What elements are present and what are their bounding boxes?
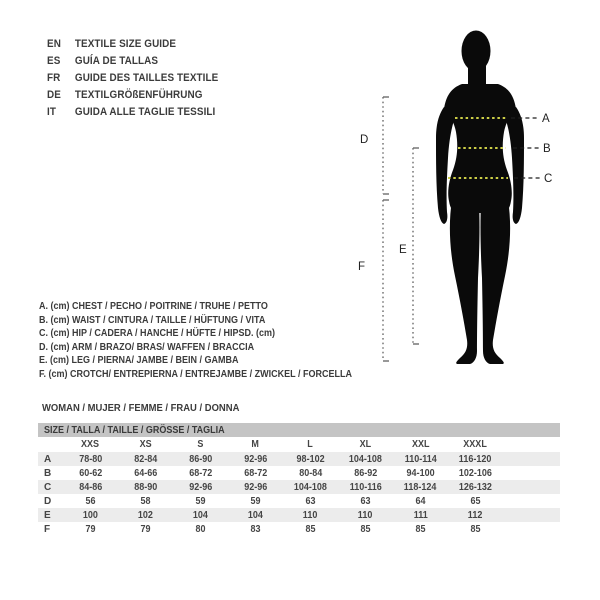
table-cell: 86-90 (173, 452, 228, 466)
table-cell: 68-72 (243, 467, 268, 479)
woman-silhouette (436, 31, 524, 365)
column-header-xl: XL (338, 437, 393, 452)
filler-cell (503, 522, 560, 536)
legend-item-hip: C. (cm) HIP / CADERA / HANCHE / HÜFTE / HIPSD. (cm) (39, 328, 276, 339)
table-cell: 80-84 (298, 467, 323, 479)
table-cell: 104 (173, 508, 228, 522)
column-header-xxl: XXL (393, 437, 448, 452)
table-row-hip (38, 480, 560, 494)
guide-title: GUIDE DES TAILLES TEXTILE (74, 72, 219, 84)
column-header-l: L (283, 437, 338, 452)
table-cell: 84-86 (63, 480, 118, 494)
table-cell: 88-90 (118, 480, 173, 494)
legend-item-leg: E. (cm) LEG / PIERNA/ JAMBE / BEIN / GAMBA (39, 355, 239, 366)
title-row-de (47, 87, 237, 104)
row-label: F (44, 523, 51, 535)
filler-cell (503, 466, 560, 480)
length-brackets (383, 97, 419, 361)
table-cell: 104-108 (338, 452, 393, 466)
table-cell: 68-72 (188, 467, 213, 479)
table-cell: 79 (85, 523, 96, 535)
table-row-leg (38, 508, 560, 522)
size-header-text: SIZE / TALLA / TAILLE / GRÖSSE / TAGLIA (44, 424, 225, 436)
table-cell: 110 (283, 508, 338, 522)
table-cell: 92-96 (228, 452, 283, 466)
column-header-xs: XS (118, 437, 173, 452)
language-code: ES (47, 55, 61, 67)
legend-item-crotch: F. (cm) CROTCH/ ENTREPIERNA / ENTREJAMBE / ZWICKEL / FORCELLA (39, 368, 353, 380)
legend-item-chest: A. (cm) CHEST / PECHO / POITRINE / TRUHE / PETTO (39, 301, 268, 312)
table-cell: 85 (360, 523, 371, 535)
gender-heading: WOMAN / MUJER / FEMME / FRAU / DONNA (42, 402, 240, 414)
table-cell: 102-106 (458, 467, 493, 479)
table-cell: 126-132 (448, 480, 503, 494)
filler-cell (503, 508, 560, 522)
measurement-legend (39, 300, 387, 381)
row-label: C (38, 480, 63, 494)
guide-title: TEXTILGRÖßENFÜHRUNG (74, 89, 203, 101)
row-label: D (44, 495, 52, 507)
table-cell: 78-80 (63, 452, 118, 466)
table-cell: 63 (305, 495, 316, 507)
table-cell: 59 (195, 495, 206, 507)
table-cell: 80 (195, 523, 206, 535)
row-label: E (38, 508, 63, 522)
table-cell: 85 (415, 523, 426, 535)
table-cell: 94-100 (406, 467, 435, 479)
filler-cell (503, 494, 560, 508)
marker-label-b: B (543, 143, 551, 155)
size-header-bar (38, 423, 560, 437)
table-cell: 85 (305, 523, 316, 535)
table-cell: 116-120 (448, 452, 503, 466)
title-row-fr (47, 70, 237, 87)
table-cell: 64 (415, 495, 426, 507)
table-cell: 112 (448, 508, 503, 522)
table-cell: 60-62 (78, 467, 103, 479)
table-cell: 63 (360, 495, 371, 507)
row-label: B (44, 467, 52, 479)
table-cell: 104 (228, 508, 283, 522)
table-cell: 92-96 (173, 480, 228, 494)
table-cell: 100 (63, 508, 118, 522)
marker-label-c: C (544, 173, 553, 185)
table-cell: 85 (470, 523, 481, 535)
language-code: DE (47, 89, 61, 101)
legend-item-waist: B. (cm) WAIST / CINTURA / TAILLE / HÜFTUNG / VITA (39, 314, 266, 326)
size-table (38, 423, 560, 536)
language-code: EN (47, 38, 61, 50)
table-cell: 110-116 (338, 480, 393, 494)
column-header-m: M (228, 437, 283, 452)
row-label: A (38, 452, 63, 466)
table-cell: 104-108 (283, 480, 338, 494)
table-cell: 110 (338, 508, 393, 522)
language-code: IT (47, 106, 56, 118)
column-header-row (38, 437, 560, 452)
table-cell: 86-92 (353, 467, 378, 479)
column-header-xxxl: XXXL (448, 437, 503, 452)
filler-cell (503, 452, 560, 466)
table-cell: 118-124 (393, 480, 448, 494)
table-row-crotch (38, 522, 560, 536)
table-cell: 98-102 (283, 452, 338, 466)
table-cell: 65 (470, 495, 481, 507)
language-code: FR (47, 72, 61, 84)
legend-item-arm: D. (cm) ARM / BRAZO/ BRAS/ WAFFEN / BRACCIA (39, 341, 255, 353)
table-row-arm (38, 494, 560, 508)
table-cell: 102 (118, 508, 173, 522)
table-cell: 64-66 (133, 467, 158, 479)
column-header-s: S (173, 437, 228, 452)
marker-label-f: F (358, 261, 366, 273)
table-cell: 83 (250, 523, 261, 535)
filler-cell (503, 480, 560, 494)
title-row-es (47, 53, 237, 70)
column-header-xxs: XXS (63, 437, 118, 452)
table-cell: 79 (140, 523, 151, 535)
table-cell: 59 (250, 495, 261, 507)
table-cell: 82-84 (118, 452, 173, 466)
table-cell: 92-96 (228, 480, 283, 494)
table-cell: 111 (393, 508, 448, 522)
marker-label-e: E (399, 244, 407, 256)
filler-cell (503, 437, 560, 452)
corner-cell (38, 437, 63, 452)
guide-title: TEXTILE SIZE GUIDE (74, 38, 177, 50)
language-title-block (47, 36, 237, 121)
table-row-chest (38, 452, 560, 466)
marker-label-d: D (360, 134, 369, 146)
marker-label-a: A (542, 113, 550, 125)
guide-title: GUIDA ALLE TAGLIE TESSILI (74, 106, 216, 118)
table-cell: 56 (85, 495, 96, 507)
title-row-en (47, 36, 237, 53)
table-cell: 110-114 (393, 452, 448, 466)
table-row-waist (38, 466, 560, 480)
table-cell: 58 (140, 495, 151, 507)
title-row-it (47, 104, 237, 121)
guide-title: GUÍA DE TALLAS (74, 55, 159, 67)
